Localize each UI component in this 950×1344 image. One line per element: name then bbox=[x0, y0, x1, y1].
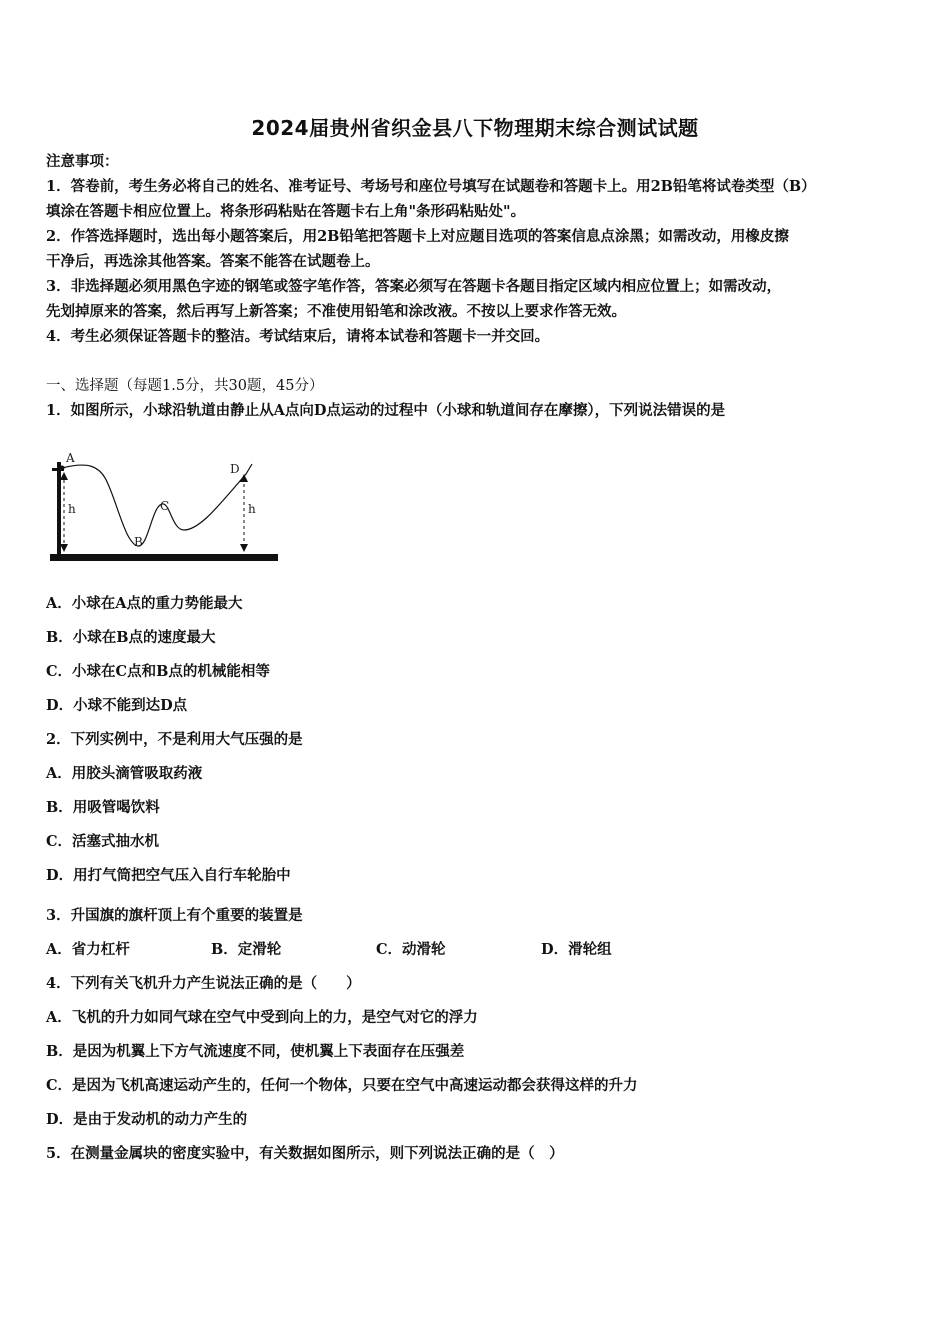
label-d: D bbox=[230, 462, 240, 476]
q1-option-b: B．小球在B点的速度最大 bbox=[46, 629, 216, 646]
q4-option-b: B．是因为机翼上下方气流速度不同，使机翼上下表面存在压强差 bbox=[46, 1043, 465, 1060]
q1-option-c: C．小球在C点和B点的机械能相等 bbox=[46, 663, 270, 680]
notice-heading: 注意事项： bbox=[46, 153, 119, 170]
notice-line: 1．答卷前，考生务必将自己的姓名、准考证号、考场号和座位号填写在试题卷和答题卡上。用2B铅笔将试卷类型（B） bbox=[46, 178, 816, 195]
q3-option-d: D．滑轮组 bbox=[541, 941, 612, 958]
q4-option-d: D．是由于发动机的动力产生的 bbox=[46, 1111, 248, 1128]
arrow-up-right-icon bbox=[240, 474, 248, 482]
q3-option-a: A．省力杠杆 bbox=[46, 941, 130, 958]
arrow-up-left-icon bbox=[60, 472, 68, 480]
ground-bar bbox=[50, 554, 278, 561]
left-stand bbox=[57, 462, 61, 556]
label-c: C bbox=[160, 499, 170, 513]
notice-line: 干净后，再选涂其他答案。答案不能答在试题卷上。 bbox=[46, 253, 380, 270]
section-heading: 一、选择题（每题1.5分，共30题，45分） bbox=[46, 378, 324, 394]
q2-option-d: D．用打气筒把空气压入自行车轮胎中 bbox=[46, 867, 291, 884]
q2-option-c: C．活塞式抽水机 bbox=[46, 833, 160, 850]
q3-option-b: B．定滑轮 bbox=[211, 941, 282, 958]
label-h-left: h bbox=[68, 502, 76, 516]
label-a: A bbox=[66, 451, 75, 465]
arrow-down-right-icon bbox=[240, 544, 248, 552]
q4-option-c: C．是因为飞机高速运动产生的，任何一个物体，只要在空气中高速运动都会获得这样的升力 bbox=[46, 1077, 638, 1094]
q2-option-a: A．用胶头滴管吸取药液 bbox=[46, 765, 203, 782]
q4-option-a: A．飞机的升力如同气球在空气中受到向上的力，是空气对它的浮力 bbox=[46, 1009, 478, 1026]
q1-option-a: A．小球在A点的重力势能最大 bbox=[46, 595, 243, 612]
notice-line: 3．非选择题必须用黑色字迹的钢笔或签字笔作答，答案必须写在答题卡各题目指定区域内相应位置上；如需改动， bbox=[46, 278, 782, 295]
arrow-down-left-icon bbox=[60, 544, 68, 552]
question-2-stem: 2．下列实例中，不是利用大气压强的是 bbox=[46, 731, 303, 748]
notice-line: 4．考生必须保证答题卡的整洁。考试结束后，请将本试卷和答题卡一并交回。 bbox=[46, 328, 550, 345]
track-curve bbox=[62, 464, 252, 546]
q3-options-row bbox=[46, 940, 746, 960]
track-diagram-svg bbox=[46, 444, 286, 568]
ball-icon bbox=[60, 466, 65, 471]
label-b: B bbox=[134, 535, 143, 549]
track-diagram bbox=[46, 444, 286, 568]
label-h-right: h bbox=[248, 502, 256, 516]
notice-line: 填涂在答题卡相应位置上。将条形码粘贴在答题卡右上角"条形码粘贴处"。 bbox=[46, 203, 526, 220]
notice-line: 2．作答选择题时，选出每小题答案后，用2B铅笔把答题卡上对应题目选项的答案信息点涂黑；如需改动，用橡皮擦 bbox=[46, 228, 789, 245]
question-1-stem: 1．如图所示，小球沿轨道由静止从A点向D点运动的过程中（小球和轨道间存在摩擦），下列说法错误的是 bbox=[46, 402, 726, 419]
question-4-stem: 4．下列有关飞机升力产生说法正确的是（ ） bbox=[46, 975, 361, 992]
q1-option-d: D．小球不能到达D点 bbox=[46, 697, 188, 714]
notice-line: 先划掉原来的答案，然后再写上新答案；不准使用铅笔和涂改液。不按以上要求作答无效。 bbox=[46, 303, 626, 320]
q3-option-c: C．动滑轮 bbox=[376, 941, 446, 958]
page-title: 2024届贵州省织金县八下物理期末综合测试试题 bbox=[251, 116, 699, 140]
question-3-stem: 3．升国旗的旗杆顶上有个重要的装置是 bbox=[46, 907, 303, 924]
q2-option-b: B．用吸管喝饮料 bbox=[46, 799, 160, 816]
question-5-stem: 5．在测量金属块的密度实验中，有关数据如图所示，则下列说法正确的是（ ） bbox=[46, 1145, 564, 1162]
